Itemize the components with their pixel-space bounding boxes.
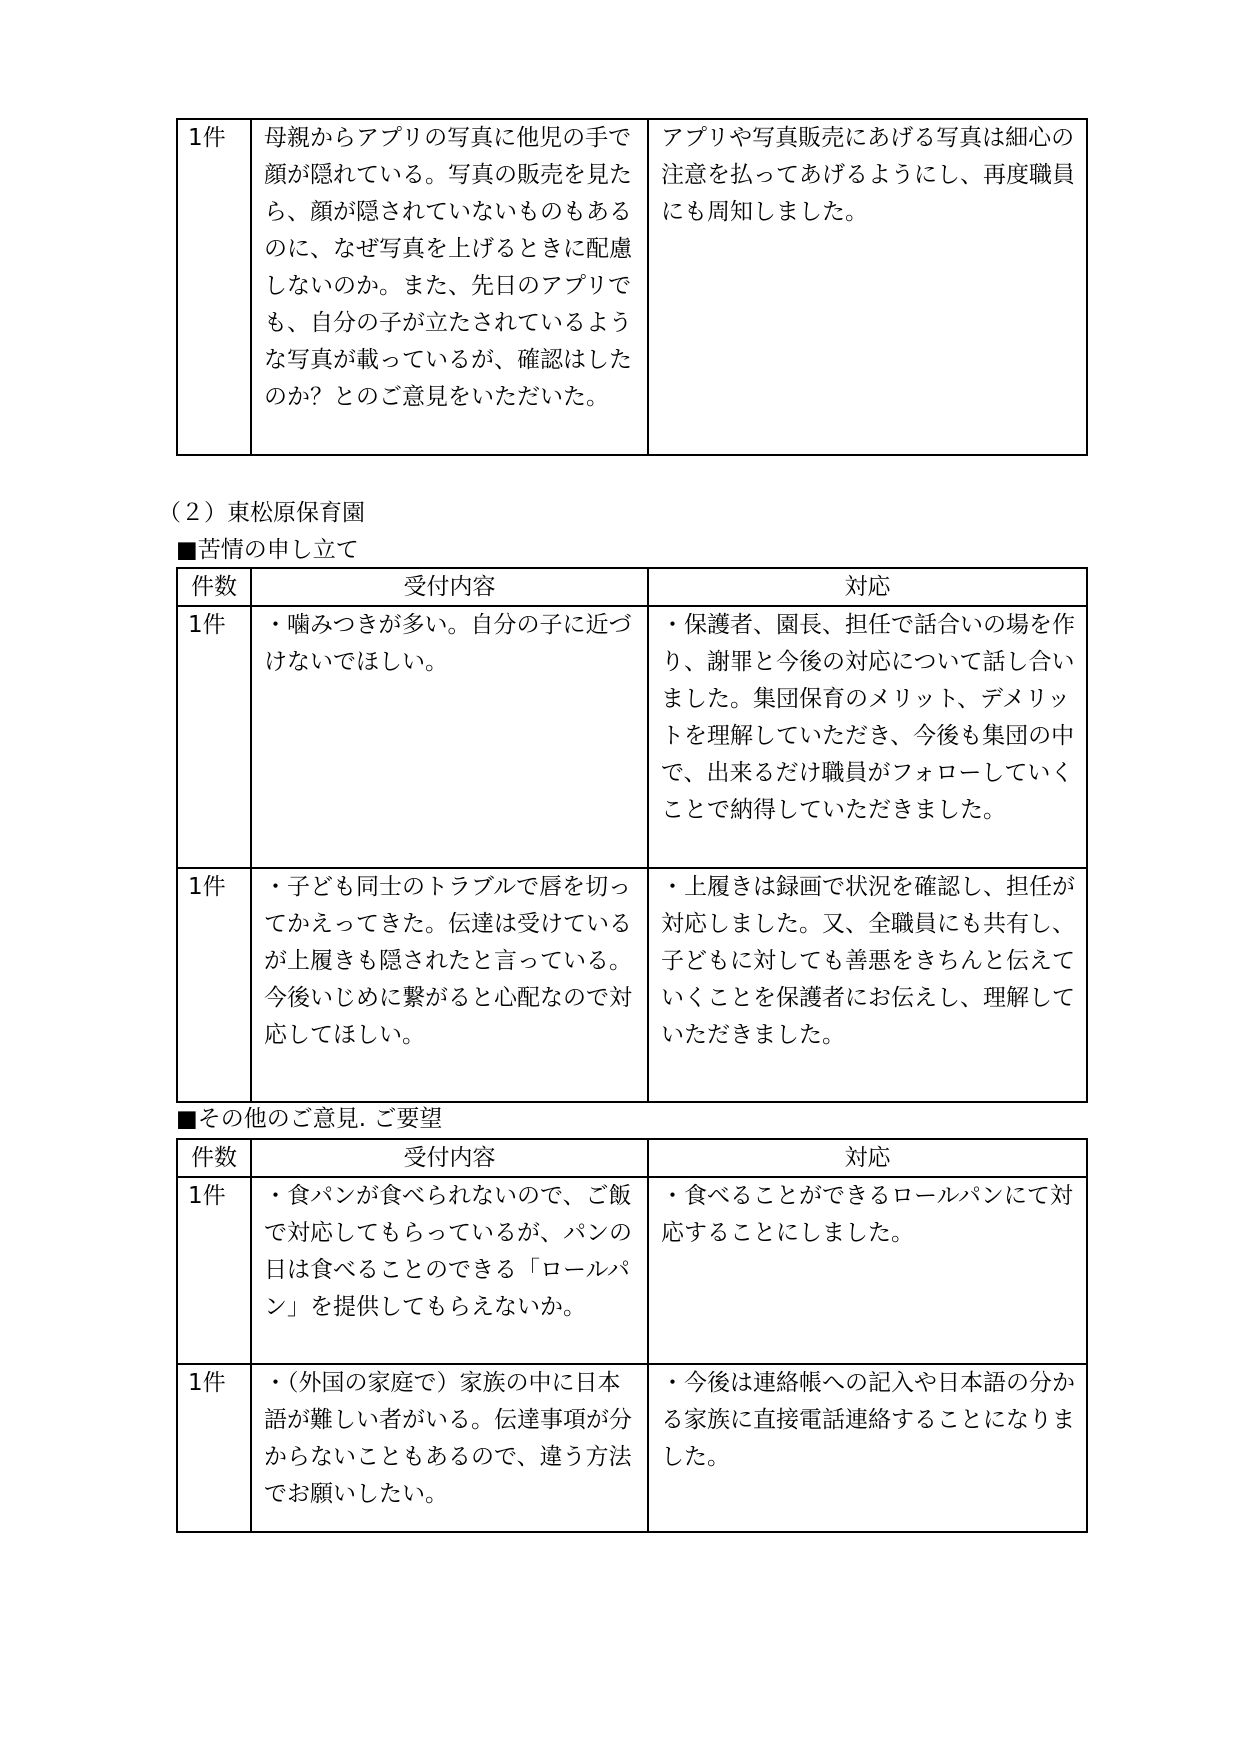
count-header: 件数	[177, 568, 251, 606]
response-cell: ・食べることができるロールパンにて対応することにしました。	[648, 1177, 1087, 1364]
count-cell: 1件	[177, 868, 251, 1102]
response-cell: ・保護者、園長、担任で話合いの場を作り、謝罪と今後の対応について話し合いました。集団保育のメリット、デメリットを理解していただき、今後も集団の中で、出来るだけ職員がフォローしていくことで納得していただきました。	[648, 606, 1087, 868]
count-cell: 1件	[177, 1177, 251, 1364]
table-row	[177, 119, 1087, 455]
opinions-title: ■その他のご意見. ご要望	[176, 1106, 443, 1132]
top-table	[176, 118, 1088, 456]
content-cell: ・噛みつきが多い。自分の子に近づけないでほしい。	[251, 606, 648, 868]
content-header: 受付内容	[251, 1139, 648, 1177]
table-header-row	[177, 568, 1087, 606]
count-cell: 1件	[177, 1364, 251, 1532]
response-cell: ・上履きは録画で状況を確認し、担任が対応しました。又、全職員にも共有し、子どもに対しても善悪をきちんと伝えていくことを保護者にお伝えし、理解していただきました。	[648, 868, 1087, 1102]
table-header-row	[177, 1139, 1087, 1177]
content-cell: 母親からアプリの写真に他児の手で顔が隠れている。写真の販売を見たら、顔が隠されていないものもあるのに、なぜ写真を上げるときに配慮しないのか。また、先日のアプリでも、自分の子が立たされているような写真が載っているが、確認はしたのか？とのご意見をいただいた。	[251, 119, 648, 455]
complaints-table	[176, 567, 1088, 1103]
section-title: （２）東松原保育園	[158, 500, 365, 526]
count-header: 件数	[177, 1139, 251, 1177]
response-header: 対応	[648, 1139, 1087, 1177]
count-cell: 1件	[177, 119, 251, 455]
table-row	[177, 606, 1087, 868]
content-header: 受付内容	[251, 568, 648, 606]
table-row	[177, 1364, 1087, 1532]
response-cell: アプリや写真販売にあげる写真は細心の注意を払ってあげるようにし、再度職員にも周知しました。	[648, 119, 1087, 455]
content-cell: ・食パンが食べられないので、ご飯で対応してもらっているが、パンの日は食べることのできる「ロールパン」を提供してもらえないか。	[251, 1177, 648, 1364]
opinions-table	[176, 1138, 1088, 1533]
response-cell: ・今後は連絡帳への記入や日本語の分かる家族に直接電話連絡することになりました。	[648, 1364, 1087, 1532]
table-row	[177, 1177, 1087, 1364]
response-header: 対応	[648, 568, 1087, 606]
table-row	[177, 868, 1087, 1102]
complaints-title: ■苦情の申し立て	[176, 537, 359, 563]
count-cell: 1件	[177, 606, 251, 868]
content-cell: ・子ども同士のトラブルで唇を切ってかえってきた。伝達は受けているが上履きも隠されたと言っている。今後いじめに繋がると心配なので対応してほしい。	[251, 868, 648, 1102]
content-cell: ・（外国の家庭で）家族の中に日本語が難しい者がいる。伝達事項が分からないこともあるので、違う方法でお願いしたい。	[251, 1364, 648, 1532]
